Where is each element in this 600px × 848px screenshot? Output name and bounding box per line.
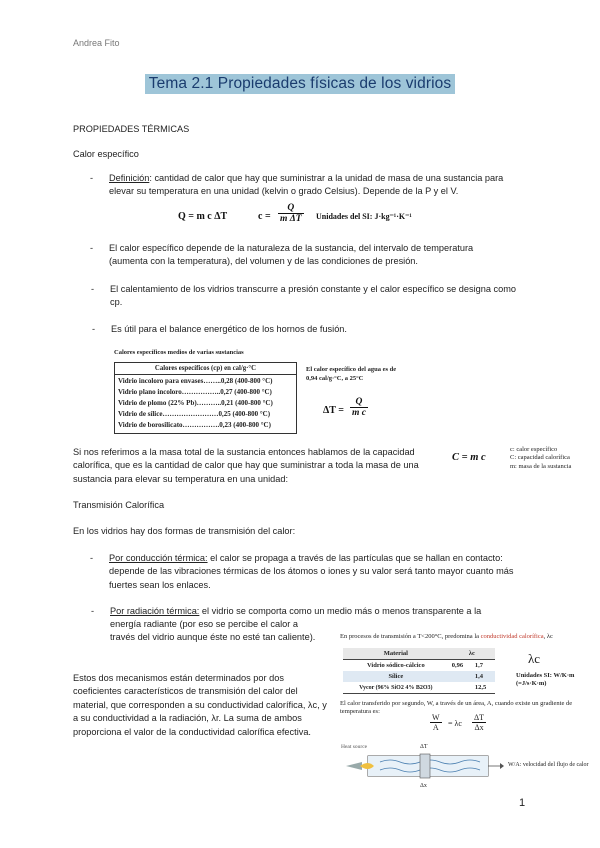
bullet-definition: - Definición: cantidad de calor que hay que suministrar a la unidad de masa de una sustancia para elevar su temperatura en una unidad (kelvin o grado Celsius). Depende de la P y el V. bbox=[90, 173, 504, 197]
formula-units: Unidades del SI: J·kg⁻¹·K⁻¹ bbox=[316, 212, 412, 221]
col-header-lambda: λc bbox=[468, 650, 475, 657]
paragraph-forms: En los vidrios hay dos formas de transmisión del calor: bbox=[73, 526, 296, 536]
bullet-radiation-cont: energía radiante (por eso se percibe el calor a través del vidrio aunque éste no esté tan caliente). bbox=[110, 619, 316, 643]
bullet-conduction: - Por conducción térmica: el calor se propaga a través de las partículas que se hallan en contacto: depende de las vibraciones térmicas de los átomos o iones y su valor será tanto mayor cuanto más fuertes sean los enlaces. bbox=[90, 553, 514, 590]
formula-specific-heat bbox=[178, 203, 438, 233]
label-delta-t: ΔT bbox=[420, 744, 428, 750]
water-note: El calor específico del agua es de 0,94 cal/g·°C, a 25°C bbox=[306, 366, 397, 382]
formula-heat-flux: $\frac{W}{A}$ = λc $\frac{\Delta T}{\Delta x}$ bbox=[432, 713, 485, 732]
table-row: Vidrio de borosilicato…………….0,23 (400-800 °C) bbox=[118, 420, 271, 429]
heading-specific-heat: Calor específico bbox=[73, 149, 139, 159]
table-row: Vidrio incoloro para envases……..0,28 (400-800 °C) bbox=[118, 376, 273, 385]
title-wrapper bbox=[0, 74, 600, 94]
figure1-table-box bbox=[114, 362, 297, 434]
table-header: Calores específicos (cp) en cal/g·°C bbox=[115, 363, 296, 375]
table-row: Vidrio de sílice……………………0,25 (400-800 °C) bbox=[118, 409, 271, 418]
formula-capacity: C = m c bbox=[452, 452, 486, 463]
label-delta-x: Δx bbox=[420, 783, 427, 789]
specific-heat-table bbox=[115, 363, 296, 430]
label-flux-note: W/A: velocidad del flujo de calor bbox=[508, 762, 589, 768]
paragraph-mechanisms: Estos dos mecanismos están determinados por dos coeficientes característicos de transmisión del calor del material, que corresponden a su conductividad calorífica, λc, y a su conductividad a la radiación, λr. La suma de ambos proporciona el valor de la conductividad calorífica efectiva. bbox=[73, 673, 327, 737]
heading-transmission: Transmisión Calorífica bbox=[73, 500, 165, 510]
units-si: Unidades SI: W/K·m (=J/s·K·m) bbox=[516, 672, 575, 687]
paragraph-capacity: Si nos referimos a la masa total de la sustancia entonces hablamos de la capacidad calorífica, que es la cantidad de calor que hay que suministrar a toda la masa de una sustancia para elevar su temperatura en una unidad: bbox=[73, 447, 419, 484]
page-title: Tema 2.1 Propiedades físicas de los vidrios bbox=[145, 74, 455, 94]
figure2-caption: En procesos de transmisión a T<200°C, predomina la conductividad calorífica, λc bbox=[340, 633, 553, 640]
section-heading-thermal: PROPIEDADES TÉRMICAS bbox=[73, 124, 190, 134]
formula-c-fraction: $\frac{Q}{\text{m ΔT}}$ bbox=[280, 203, 302, 224]
bullet-radiation: - Por radiación térmica: el vidrio se comporta como un medio más o menos transparente a la bbox=[91, 606, 482, 616]
lambda-symbol: λc bbox=[528, 651, 541, 666]
figure1-caption: Calores específicos medios de varias sustancias bbox=[114, 349, 244, 356]
formula-q: Q = m c ΔT bbox=[178, 211, 228, 222]
formula-c: c = bbox=[258, 211, 271, 222]
table-row: Vidrio plano incoloro……………..0,27 (400-800 °C) bbox=[118, 387, 272, 396]
flame-icon bbox=[346, 762, 362, 770]
bullet-heating: - El calentamiento de los vidrios transcurre a presión constante y el calor específico se designa como cp. bbox=[91, 284, 516, 308]
label-heat-source: Heat source bbox=[341, 744, 368, 750]
formula-capacity-legend: c: calor específico C: capacidad calorífica m: masa de la sustancia bbox=[510, 446, 572, 470]
bullet-dependence: - El calor específico depende de la naturaleza de la sustancia, del intervalo de temperatura (aumenta con la temperatura), del volumen y de las condiciones de presión. bbox=[90, 243, 474, 267]
conductivity-table: Material λc Vidrio sódico-cálcico 0,96 1,7 Sílice 1,4 Vycor (96% SiO2 4% B2O3) 12,5 bbox=[343, 648, 495, 694]
definition-text: : cantidad de calor que hay que suministrar a la unidad de masa de una sustancia para elevar su temperatura en una unidad (kelvin o grado Celsius). Depende de la P y el V. bbox=[109, 173, 504, 197]
author-name: Andrea Fito bbox=[73, 38, 120, 48]
definition-label: Definición bbox=[109, 173, 150, 183]
formula-delta-t: ΔT = $\frac{Q}{\text{m c}}$ bbox=[323, 397, 366, 418]
col-header-material: Material bbox=[383, 650, 408, 657]
bullet-usefulness: - Es útil para el balance energético de los hornos de fusión. bbox=[92, 324, 347, 334]
figure2-note: El calor transferido por segundo, W, a través de un área, A, cuando existe un gradiente de temperatura es: bbox=[340, 700, 573, 715]
page-number: 1 bbox=[519, 797, 526, 809]
table-row: Vidrio de plomo (22% Pb)………..0,21 (400-800 °C) bbox=[118, 398, 273, 407]
